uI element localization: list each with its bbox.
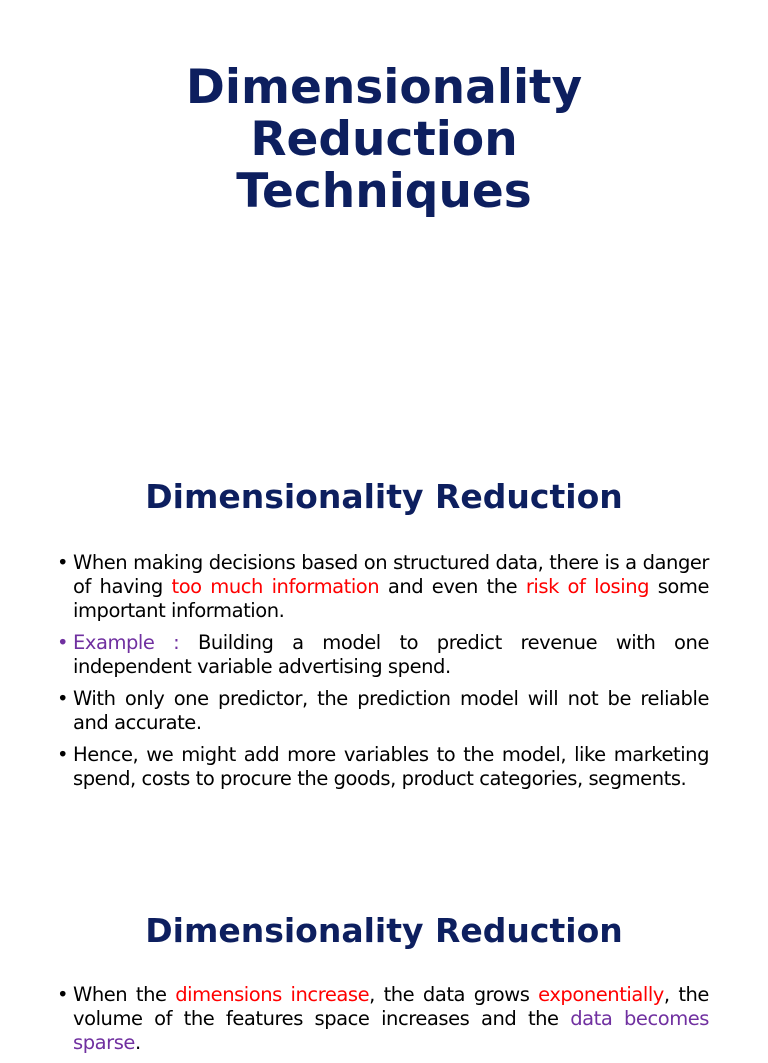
title-line-3: Techniques	[236, 164, 532, 219]
bullet-item	[57, 983, 709, 1055]
bullet-text: some important information.	[73, 575, 709, 622]
slide3-heading: Dimensionality Reduction	[145, 911, 623, 950]
title-line-1: Dimensionality	[185, 60, 583, 115]
bullet-text: When making decisions based on structured data, there is a danger of having	[73, 551, 709, 598]
title-slide-heading	[0, 62, 768, 218]
highlight-exponentially: exponentially	[538, 983, 664, 1006]
example-label: Example :	[73, 631, 198, 654]
bullet-text: Hence, we might add more variables to the model, like marketing spend, costs to procure the goods, product categories, segments.	[73, 743, 709, 790]
highlight-too-much-information: too much information	[171, 575, 380, 598]
bullet-dot: •	[57, 551, 69, 574]
highlight-risk-of-losing: risk of losing	[525, 575, 650, 598]
highlight-data-becomes-sparse: data becomes sparse	[73, 1007, 710, 1054]
bullet-item	[57, 551, 709, 623]
bullet-text: and even the	[379, 575, 526, 598]
bullet-dot: •	[57, 743, 69, 766]
bullet-text: Building a model to predict revenue with one independent variable advertising spend.	[73, 631, 709, 678]
slide3-bullet-list	[57, 983, 709, 1063]
bullet-item	[57, 743, 709, 791]
bullet-text: .	[134, 1031, 141, 1054]
bullet-text: , the volume of the features space increases and the	[73, 983, 709, 1030]
bullet-dot: •	[57, 631, 69, 654]
bullet-text: , the data grows	[369, 983, 539, 1006]
bullet-text: With only one predictor, the prediction model will not be reliable and accurate.	[73, 687, 709, 734]
slide2-bullet-list	[57, 551, 709, 799]
bullet-item	[57, 631, 709, 679]
slide2-heading: Dimensionality Reduction	[145, 477, 623, 516]
title-line-2: Reduction	[250, 112, 518, 167]
bullet-text: When the	[73, 983, 176, 1006]
bullet-dot: •	[57, 687, 69, 710]
highlight-dimensions-increase: dimensions increase	[175, 983, 370, 1006]
bullet-item	[57, 687, 709, 735]
bullet-dot: •	[57, 983, 69, 1006]
